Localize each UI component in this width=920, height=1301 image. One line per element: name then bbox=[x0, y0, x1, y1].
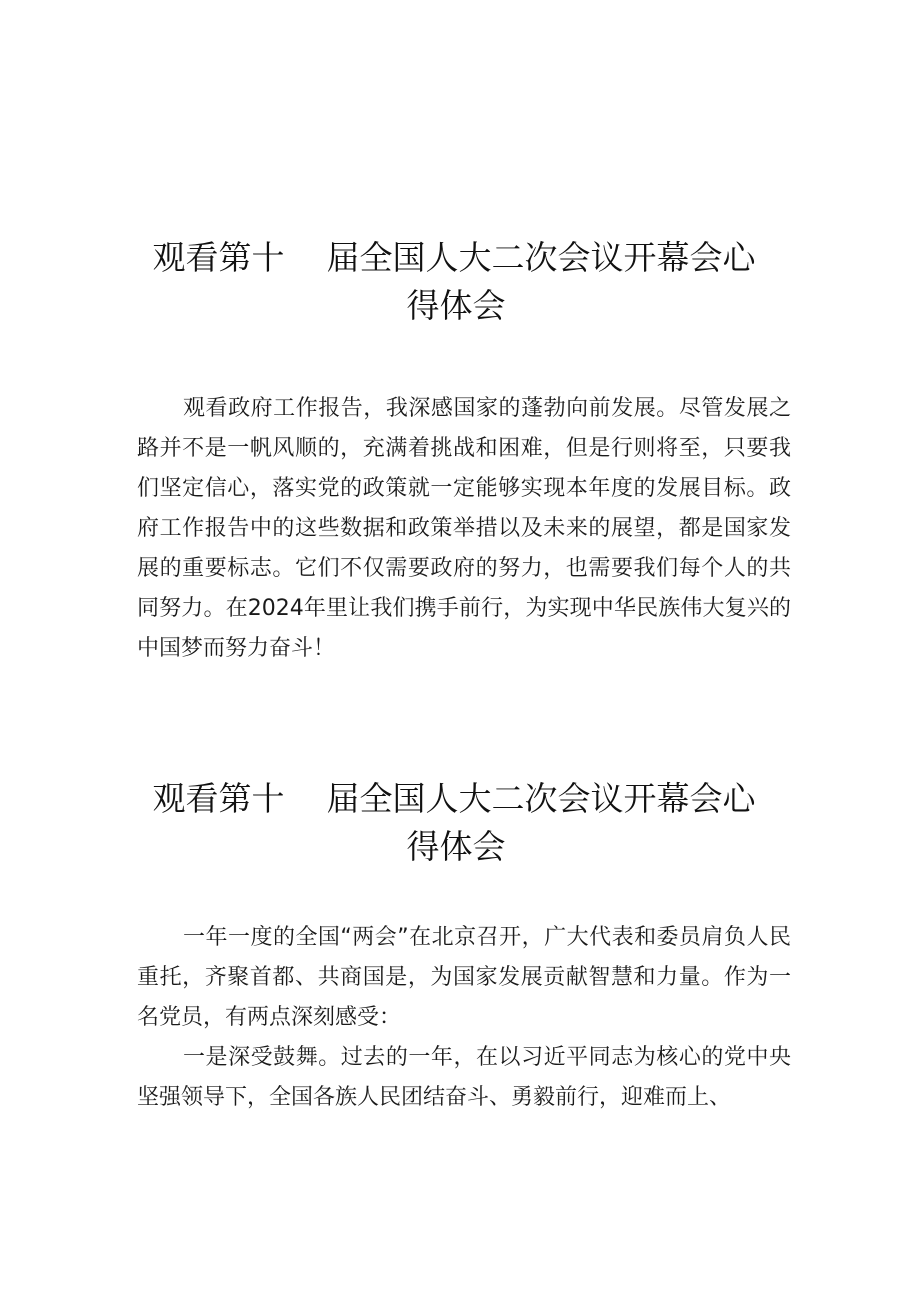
section-2-title bbox=[0, 775, 920, 871]
section-1-title-line-1: 观看第十 届全国人大二次会议开幕会心 bbox=[152, 238, 756, 277]
section-1-title bbox=[0, 234, 920, 330]
section-2-paragraph-1: 一年一度的全国“两会”在北京召开，广大代表和委员肩负人民重托，齐聚首都、共商国是，为国家发展贡献智慧和力量。作为一名党员，有两点深刻感受： bbox=[137, 925, 792, 1030]
section-1-paragraph-1: 观看政府工作报告，我深感国家的蓬勃向前发展。尽管发展之路并不是一帆风顺的，充满着挑战和困难，但是行则将至，只要我们坚定信心，落实党的政策就一定能够实现本年度的发展目标。政府工作报告中的这些数据和政策举措以及未来的展望，都是国家发展的重要标志。它们不仅需要政府的努力，也需要我们每个人的共同努力。在2024年里让我们携手前行，为实现中华民族伟大复兴的中国梦而努力奋斗！ bbox=[137, 396, 791, 661]
section-2-body bbox=[137, 918, 791, 1118]
section-1-title-line-2: 得体会 bbox=[406, 286, 506, 325]
section-1-body bbox=[137, 389, 791, 669]
section-2-paragraph-2: 一是深受鼓舞。过去的一年，在以习近平同志为核心的党中央坚强领导下，全国各族人民团结奋斗、勇毅前行，迎难而上、 bbox=[137, 1045, 791, 1110]
section-2-title-line-1: 观看第十 届全国人大二次会议开幕会心 bbox=[152, 779, 756, 818]
section-2-title-line-2: 得体会 bbox=[406, 827, 506, 866]
